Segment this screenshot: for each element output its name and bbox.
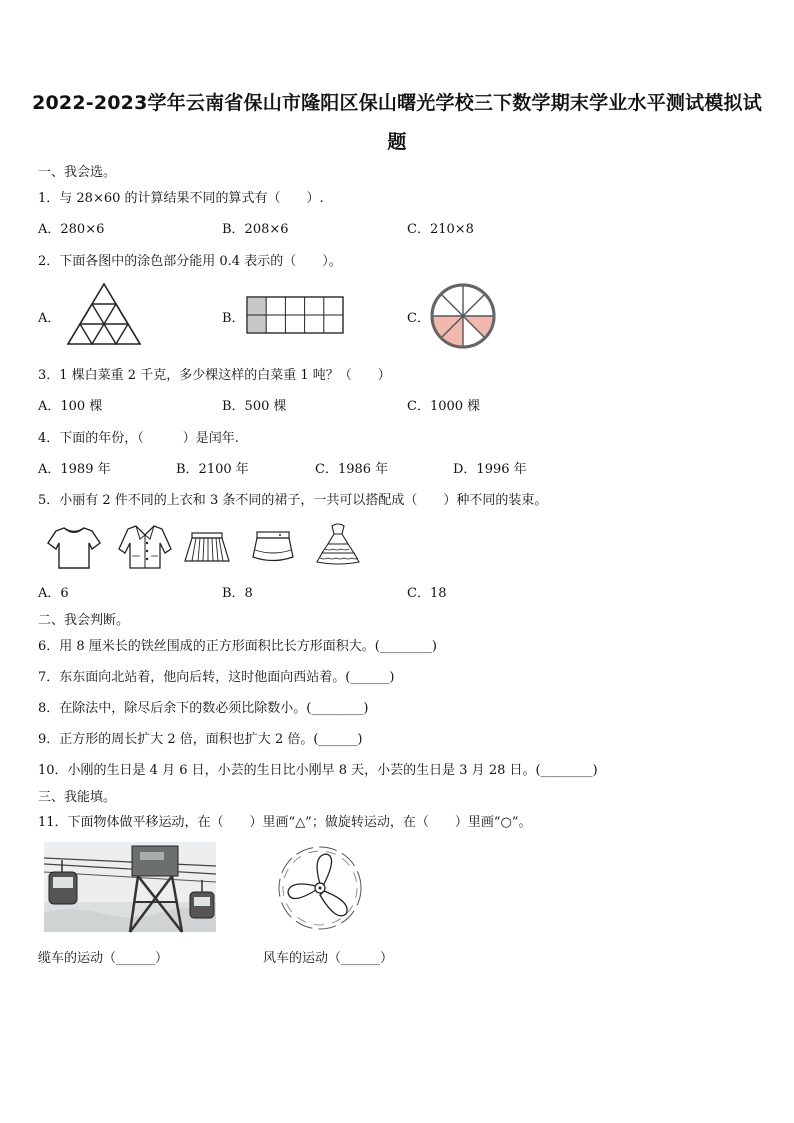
question-5-option-c: C．18 bbox=[407, 586, 447, 601]
shirt-icon bbox=[46, 525, 102, 571]
cable-car-image bbox=[44, 842, 216, 932]
question-11-text: 11．下面物体做平移运动，在（ ）里画“△”；做旋转运动，在（ ）里画“○”。 bbox=[38, 815, 532, 830]
question-8-text: 8．在除法中，除尽后余下的数必须比除数小。(________) bbox=[38, 701, 369, 716]
question-9-text: 9．正方形的周长扩大 2 倍，面积也扩大 2 倍。(______) bbox=[38, 732, 363, 747]
question-1-option-a: A．280×6 bbox=[38, 222, 105, 237]
jacket-icon bbox=[116, 523, 174, 571]
question-3-option-c: C．1000 棵 bbox=[407, 399, 481, 414]
section-heading-3: 三、我能填。 bbox=[38, 790, 117, 805]
question-4-option-d: D．1996 年 bbox=[453, 462, 527, 477]
question-3-text: 3．1 棵白菜重 2 千克，多少棵这样的白菜重 1 吨？（ ） bbox=[38, 368, 391, 383]
question-5-option-a: A．6 bbox=[38, 586, 69, 601]
circle-sector-figure bbox=[430, 283, 496, 349]
section-heading-1: 一、我会选。 bbox=[38, 165, 117, 180]
question-2-text: 2．下面各图中的涂色部分能用 0.4 表示的（ ）。 bbox=[38, 254, 342, 269]
question-5-option-b: B．8 bbox=[222, 586, 253, 601]
triangle-grid-figure bbox=[66, 282, 142, 346]
question-4-option-c: C．1986 年 bbox=[315, 462, 389, 477]
rectangle-grid-figure bbox=[246, 296, 344, 334]
question-10-text: 10．小刚的生日是 4 月 6 日，小芸的生日比小刚早 8 天，小芸的生日是 3 月 28 日。(________) bbox=[38, 763, 598, 778]
question-5-text: 5．小丽有 2 件不同的上衣和 3 条不同的裙子，一共可以搭配成（ ）种不同的装束。 bbox=[38, 493, 548, 508]
fan-image bbox=[268, 842, 372, 934]
fan-answer-label: 风车的运动（______） bbox=[263, 951, 394, 966]
question-3-option-a: A．100 棵 bbox=[38, 399, 103, 414]
question-4-option-b: B．2100 年 bbox=[176, 462, 249, 477]
question-2-option-b: B． bbox=[222, 311, 245, 326]
document-title-line-2: 题 bbox=[387, 131, 407, 153]
document-title-line-1: 2022-2023学年云南省保山市隆阳区保山曙光学校三下数学期末学业水平测试模拟试 bbox=[32, 92, 762, 114]
question-1-option-c: C．210×8 bbox=[407, 222, 474, 237]
pleated-skirt-icon bbox=[183, 531, 231, 565]
cable-car-answer-label: 缆车的运动（______） bbox=[38, 951, 169, 966]
question-4-text: 4．下面的年份，（ ）是闰年. bbox=[38, 431, 239, 446]
question-7-text: 7．东东面向北站着，他向后转，这时他面向西站着。(______) bbox=[38, 670, 395, 685]
question-3-option-b: B．500 棵 bbox=[222, 399, 287, 414]
question-6-text: 6．用 8 厘米长的铁丝围成的正方形面积比长方形面积大。(________) bbox=[38, 639, 437, 654]
question-2-option-c: C． bbox=[407, 311, 430, 326]
question-1-option-b: B．208×6 bbox=[222, 222, 289, 237]
question-1-text: 1．与 28×60 的计算结果不同的算式有（ ）. bbox=[38, 191, 324, 206]
question-4-option-a: A．1989 年 bbox=[38, 462, 111, 477]
ruffled-skirt-icon bbox=[314, 522, 362, 566]
skirt-icon bbox=[250, 530, 296, 566]
section-heading-2: 二、我会判断。 bbox=[38, 613, 130, 628]
question-2-option-a: A． bbox=[38, 311, 61, 326]
